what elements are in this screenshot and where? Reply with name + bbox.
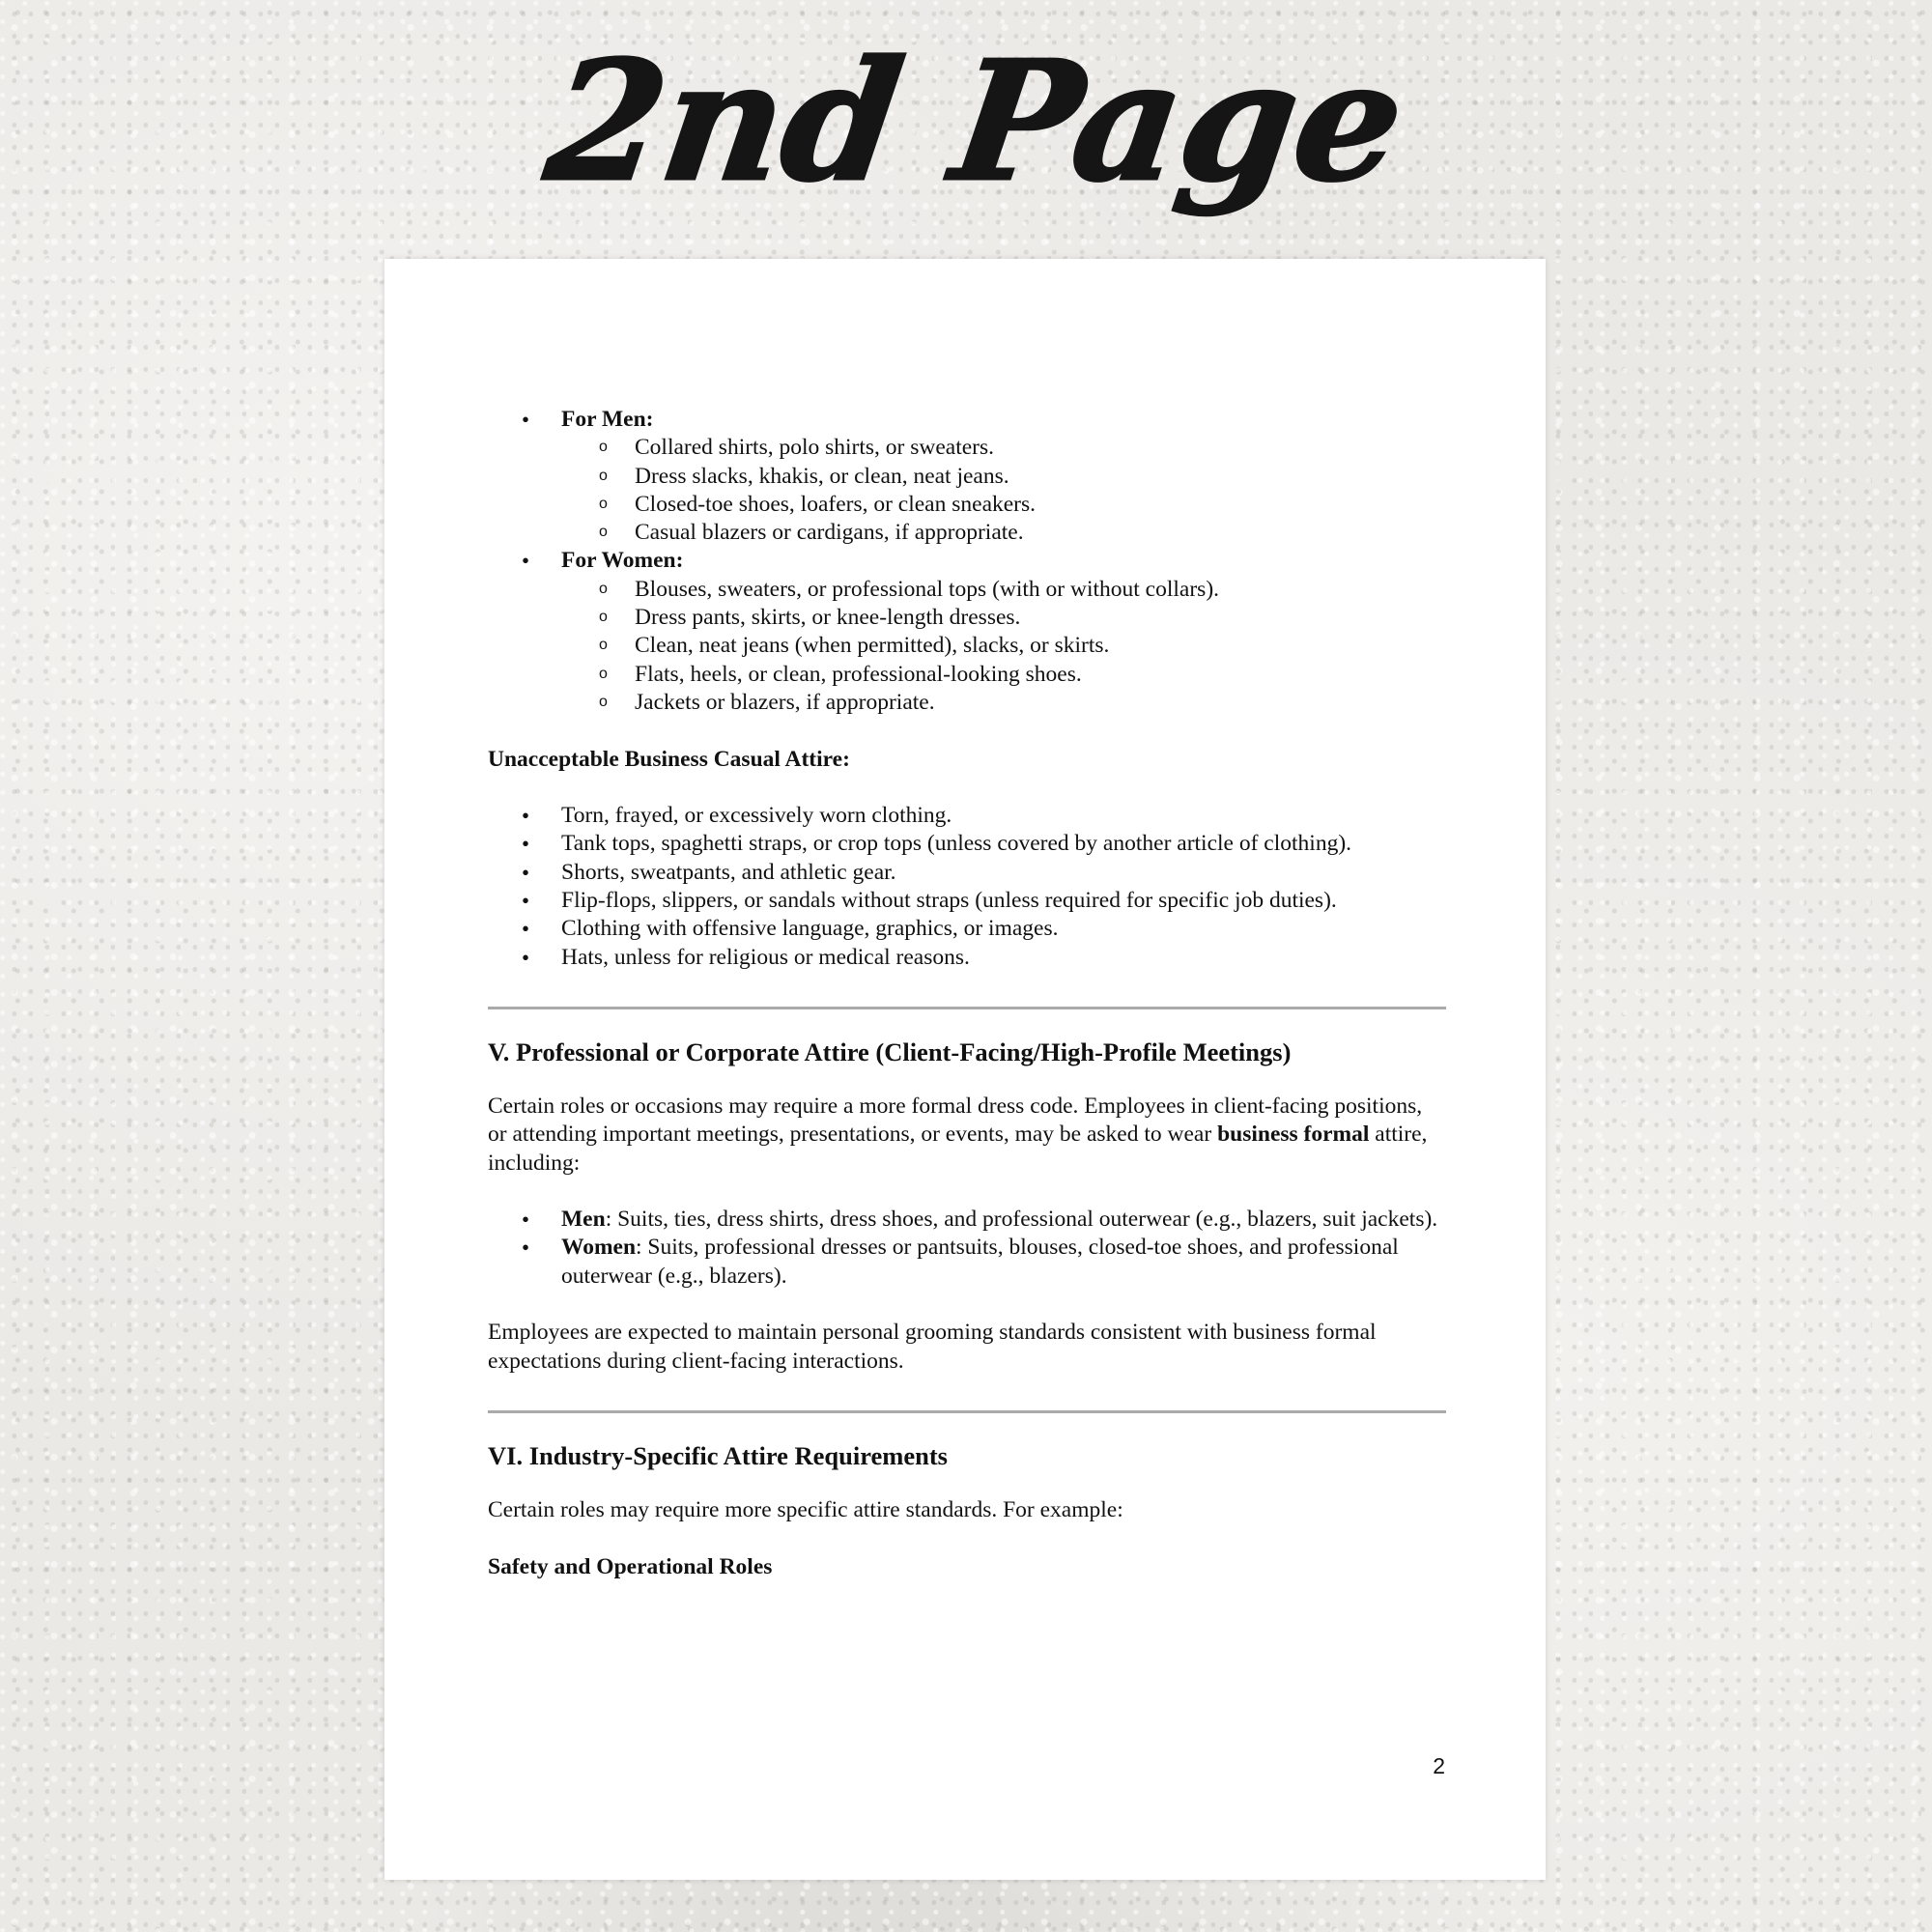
section-5-intro-end: attire, including: bbox=[488, 1122, 1428, 1176]
list-item: o Flats, heels, or clean, professional-looking shoes. bbox=[488, 661, 1446, 689]
list-item: • Flip-flops, slippers, or sandals without straps (unless required for specific job duties). bbox=[488, 887, 1446, 915]
section-6-intro: Certain roles may require more specific attire standards. For example: bbox=[488, 1496, 1123, 1522]
page-heading-graphic bbox=[0, 19, 1932, 261]
page-number: 2 bbox=[1433, 1753, 1445, 1778]
women-section bbox=[488, 547, 1446, 575]
list-item: • Torn, frayed, or excessively worn clothing. bbox=[488, 802, 1446, 830]
men-items bbox=[488, 434, 1446, 547]
men-section bbox=[488, 406, 1446, 434]
list-item: o Dress pants, skirts, or knee-length dresses. bbox=[488, 604, 1446, 632]
list-item: o Clean, neat jeans (when permitted), slacks, or skirts. bbox=[488, 632, 1446, 660]
women-label: For Women: bbox=[561, 548, 684, 574]
section-divider bbox=[488, 1007, 1446, 1009]
list-item: • Shorts, sweatpants, and athletic gear. bbox=[488, 859, 1446, 887]
formal-women-label: Women bbox=[561, 1235, 637, 1261]
section-5-intro bbox=[488, 1093, 1446, 1178]
men-label: For Men: bbox=[561, 407, 654, 432]
document-page bbox=[384, 259, 1546, 1880]
list-item: o Blouses, sweaters, or professional tops (with or without collars). bbox=[488, 576, 1446, 604]
page-heading-text: 2nd Page bbox=[536, 25, 1415, 218]
section-6-title: VI. Industry-Specific Attire Requirements bbox=[488, 1440, 948, 1470]
list-item: o Jackets or blazers, if appropriate. bbox=[488, 689, 1446, 717]
list-item bbox=[488, 1234, 1446, 1291]
formal-attire-list bbox=[488, 1206, 1446, 1291]
section-5-intro-text: Certain roles or occasions may require a more formal dress code. Employees in client-facing positions, or attending important meetings, presentations, or events, may be asked to wear bbox=[488, 1093, 1423, 1148]
list-item bbox=[488, 547, 1446, 575]
women-items bbox=[488, 576, 1446, 717]
list-item: • Clothing with offensive language, graphics, or images. bbox=[488, 915, 1446, 943]
formal-men-text: : Suits, ties, dress shirts, dress shoes, and professional outerwear (e.g., blazers, suit jackets). bbox=[605, 1207, 1438, 1233]
list-item bbox=[488, 406, 1446, 434]
section-divider bbox=[488, 1410, 1446, 1413]
formal-women-text: : Suits, professional dresses or pantsuits, blouses, closed-toe shoes, and professional outerwear (e.g., blazers). bbox=[561, 1235, 1399, 1289]
business-formal-term: business formal bbox=[1217, 1122, 1370, 1148]
section-5-title: V. Professional or Corporate Attire (Client-Facing/High-Profile Meetings) bbox=[488, 1037, 1292, 1066]
section-5-closing: Employees are expected to maintain personal grooming standards consistent with business formal expectations during client-facing interactions. bbox=[488, 1320, 1377, 1374]
list-item: • Tank tops, spaghetti straps, or crop tops (unless covered by another article of clothing). bbox=[488, 830, 1446, 858]
list-item bbox=[488, 1206, 1446, 1234]
list-item: • Hats, unless for religious or medical reasons. bbox=[488, 944, 1446, 972]
unacceptable-list bbox=[488, 802, 1446, 972]
formal-men-label: Men bbox=[561, 1207, 606, 1233]
list-item: o Dress slacks, khakis, or clean, neat jeans. bbox=[488, 463, 1446, 491]
list-item: o Casual blazers or cardigans, if appropriate. bbox=[488, 519, 1446, 547]
page-heading bbox=[0, 19, 1932, 261]
section-6-subheading: Safety and Operational Roles bbox=[488, 1553, 773, 1579]
list-item: o Collared shirts, polo shirts, or sweaters. bbox=[488, 434, 1446, 462]
document-content bbox=[488, 406, 1446, 1581]
unacceptable-heading: Unacceptable Business Casual Attire: bbox=[488, 746, 850, 772]
list-item: o Closed-toe shoes, loafers, or clean sneakers. bbox=[488, 491, 1446, 519]
